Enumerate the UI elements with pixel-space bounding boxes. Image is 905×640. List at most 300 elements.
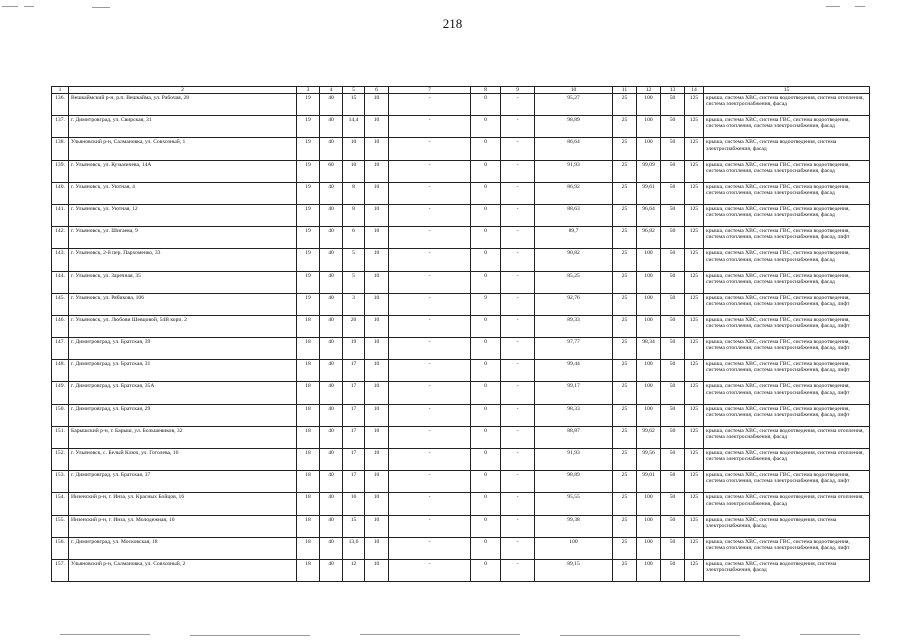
value-cell: 25 <box>613 204 637 226</box>
value-cell: 10 <box>365 204 389 226</box>
value-cell: 91,93 <box>535 160 613 182</box>
value-cell: 3 <box>343 293 365 315</box>
value-cell: - <box>501 94 535 116</box>
value-cell: 0 <box>471 471 501 493</box>
works-cell: крыша, система ХВС, система водоотведения, система отопления, система электроснабжения, фасад <box>704 493 870 515</box>
column-number: 6 <box>365 87 389 94</box>
register-table <box>51 86 870 582</box>
column-number: 1 <box>52 87 69 94</box>
value-cell: 18 <box>297 404 320 426</box>
value-cell: 100 <box>535 537 613 559</box>
value-cell: 0 <box>471 271 501 293</box>
value-cell: 18 <box>297 426 320 448</box>
address-cell: г. Ульяновск, ул. Любови Шевцовой, 54В корп. 2 <box>69 315 297 337</box>
value-cell: 17 <box>343 449 365 471</box>
value-cell: 10 <box>365 471 389 493</box>
value-cell: 13,6 <box>343 537 365 559</box>
value-cell: 15 <box>343 94 365 116</box>
row-number-cell: 153. <box>52 471 69 493</box>
works-cell: крыша, система ХВС, система ГВС, система водоотведения, система отопления, система электроснабжения, фасад, лифт <box>704 537 870 559</box>
table-row <box>52 116 870 138</box>
row-number-cell: 146. <box>52 315 69 337</box>
value-cell: 96,82 <box>637 227 661 249</box>
value-cell: 98,89 <box>535 116 613 138</box>
value-cell: - <box>501 249 535 271</box>
works-cell: крыша, система ХВС, система ГВС, система водоотведения, система отопления, система электроснабжения, фасад, лифт <box>704 338 870 360</box>
table-row <box>52 182 870 204</box>
value-cell: 92,76 <box>535 293 613 315</box>
works-cell: крыша, система ХВС, система ГВС, система водоотведения, система отопления, система электроснабжения, фасад <box>704 249 870 271</box>
works-cell: крыша, система ХВС, система ГВС, система водоотведения, система отопления, система электроснабжения, фасад <box>704 116 870 138</box>
table-row <box>52 94 870 116</box>
works-cell: крыша, система ХВС, система ГВС, система водоотведения, система отопления, система электроснабжения, фасад, лифт <box>704 404 870 426</box>
value-cell: 18 <box>297 315 320 337</box>
value-cell: - <box>389 515 471 537</box>
value-cell: 5 <box>343 271 365 293</box>
row-number-cell: 140. <box>52 182 69 204</box>
value-cell: 9 <box>471 293 501 315</box>
scan-mark <box>360 634 520 635</box>
value-cell: 25 <box>613 338 637 360</box>
value-cell: 10 <box>365 360 389 382</box>
value-cell: 0 <box>471 493 501 515</box>
value-cell: - <box>389 537 471 559</box>
value-cell: 50 <box>661 382 685 404</box>
value-cell: - <box>389 271 471 293</box>
value-cell: 25 <box>613 94 637 116</box>
works-cell: крыша, система ХВС, система ГВС, система водоотведения, система отопления, система электроснабжения, фасад <box>704 271 870 293</box>
value-cell: 125 <box>685 471 704 493</box>
value-cell: 18 <box>297 360 320 382</box>
address-cell: Инзенский р-н, г. Инза, ул. Молодежная, 10 <box>69 515 297 537</box>
scan-mark <box>855 6 865 7</box>
value-cell: 17 <box>343 471 365 493</box>
value-cell: 25 <box>613 559 637 581</box>
value-cell: - <box>501 227 535 249</box>
value-cell: 19 <box>297 204 320 226</box>
works-cell: крыша, система ХВС, система водоотведения, система электроснабжения, фасад <box>704 138 870 160</box>
value-cell: 50 <box>661 360 685 382</box>
value-cell: 10 <box>365 338 389 360</box>
column-number: 3 <box>297 87 320 94</box>
value-cell: - <box>501 382 535 404</box>
value-cell: - <box>501 315 535 337</box>
value-cell: 85,25 <box>535 271 613 293</box>
value-cell: 125 <box>685 315 704 337</box>
value-cell: 10 <box>365 94 389 116</box>
value-cell: 10 <box>365 138 389 160</box>
value-cell: 60 <box>320 160 343 182</box>
value-cell: 40 <box>320 515 343 537</box>
value-cell: 10 <box>343 138 365 160</box>
table-row <box>52 160 870 182</box>
value-cell: 18 <box>297 515 320 537</box>
column-number: 15 <box>704 87 870 94</box>
row-number-cell: 148. <box>52 360 69 382</box>
value-cell: - <box>501 559 535 581</box>
value-cell: 40 <box>320 271 343 293</box>
value-cell: 10 <box>365 315 389 337</box>
column-number: 12 <box>637 87 661 94</box>
value-cell: 40 <box>320 537 343 559</box>
value-cell: 25 <box>613 116 637 138</box>
value-cell: 125 <box>685 515 704 537</box>
value-cell: - <box>389 559 471 581</box>
value-cell: 125 <box>685 404 704 426</box>
value-cell: 10 <box>365 293 389 315</box>
value-cell: 89,15 <box>535 559 613 581</box>
address-cell: г. Димитровград, ул. Братская, 39 <box>69 338 297 360</box>
value-cell: 40 <box>320 182 343 204</box>
value-cell: 25 <box>613 382 637 404</box>
value-cell: 0 <box>471 537 501 559</box>
value-cell: 50 <box>661 227 685 249</box>
table-row <box>52 559 870 581</box>
value-cell: 25 <box>613 360 637 382</box>
value-cell: 16 <box>343 493 365 515</box>
value-cell: 40 <box>320 315 343 337</box>
value-cell: 25 <box>613 227 637 249</box>
works-cell: крыша, система ХВС, система ГВС, система водоотведения, система отопления, система электроснабжения, фасад <box>704 160 870 182</box>
value-cell: 40 <box>320 204 343 226</box>
value-cell: 25 <box>613 471 637 493</box>
value-cell: 40 <box>320 493 343 515</box>
value-cell: 99,38 <box>535 515 613 537</box>
value-cell: 125 <box>685 182 704 204</box>
value-cell: 99,61 <box>637 182 661 204</box>
value-cell: 25 <box>613 426 637 448</box>
value-cell: 40 <box>320 338 343 360</box>
value-cell: 98,89 <box>535 471 613 493</box>
row-number-cell: 147. <box>52 338 69 360</box>
value-cell: 10 <box>365 160 389 182</box>
address-cell: г. Ульяновск, ул. Кузьмичева, 14А <box>69 160 297 182</box>
value-cell: 0 <box>471 227 501 249</box>
address-cell: г. Димитровград, ул. Московская, 18 <box>69 537 297 559</box>
value-cell: 25 <box>613 293 637 315</box>
value-cell: 100 <box>637 315 661 337</box>
address-cell: г. Димитровград, ул. Свирская, 31 <box>69 116 297 138</box>
address-cell: г. Ульяновск, ул. Уютная, 4 <box>69 182 297 204</box>
value-cell: 125 <box>685 160 704 182</box>
value-cell: 90,82 <box>535 249 613 271</box>
value-cell: 50 <box>661 315 685 337</box>
table-row <box>52 271 870 293</box>
value-cell: 17 <box>343 382 365 404</box>
value-cell: 19 <box>343 338 365 360</box>
table-row <box>52 471 870 493</box>
value-cell: 17 <box>343 404 365 426</box>
value-cell: - <box>389 426 471 448</box>
value-cell: 125 <box>685 493 704 515</box>
value-cell: - <box>501 116 535 138</box>
value-cell: 50 <box>661 249 685 271</box>
value-cell: - <box>501 471 535 493</box>
value-cell: - <box>501 515 535 537</box>
value-cell: 0 <box>471 382 501 404</box>
value-cell: 19 <box>297 160 320 182</box>
value-cell: 12 <box>343 559 365 581</box>
address-cell: г. Ульяновск, с. Белый Ключ, ул. Гоголева, 16 <box>69 449 297 471</box>
value-cell: - <box>501 338 535 360</box>
value-cell: 10 <box>365 249 389 271</box>
value-cell: 0 <box>471 449 501 471</box>
value-cell: 40 <box>320 138 343 160</box>
value-cell: 14,4 <box>343 116 365 138</box>
value-cell: 50 <box>661 404 685 426</box>
value-cell: 10 <box>365 426 389 448</box>
address-cell: г. Ульяновск, ул. Рябикова, 106 <box>69 293 297 315</box>
row-number-cell: 152. <box>52 449 69 471</box>
works-cell: крыша, система ХВС, система водоотведения, система электроснабжения, фасад <box>704 515 870 537</box>
value-cell: 10 <box>365 182 389 204</box>
value-cell: 10 <box>365 116 389 138</box>
value-cell: 10 <box>365 559 389 581</box>
address-cell: Ульяновский р-н, Салмановка, ул. Совхозный, 1 <box>69 138 297 160</box>
value-cell: 89,33 <box>535 315 613 337</box>
works-cell: крыша, система ХВС, система водоотведения, система электроснабжения, фасад <box>704 559 870 581</box>
value-cell: 50 <box>661 559 685 581</box>
value-cell: 96,64 <box>637 204 661 226</box>
table-row <box>52 515 870 537</box>
row-number-cell: 137. <box>52 116 69 138</box>
address-cell: г. Димитровград, ул. Братская, 31 <box>69 360 297 382</box>
value-cell: 100 <box>637 537 661 559</box>
table-row <box>52 426 870 448</box>
value-cell: 25 <box>613 160 637 182</box>
value-cell: 10 <box>365 449 389 471</box>
value-cell: 10 <box>365 271 389 293</box>
value-cell: 0 <box>471 559 501 581</box>
column-number: 11 <box>613 87 637 94</box>
works-cell: крыша, система ХВС, система ГВС, система водоотведения, система отопления, система электроснабжения, фасад, лифт <box>704 382 870 404</box>
value-cell: - <box>501 449 535 471</box>
scan-mark <box>92 7 110 8</box>
value-cell: 125 <box>685 116 704 138</box>
address-cell: Ульяновский р-н, Салмановка, ул. Совхозный, 2 <box>69 559 297 581</box>
value-cell: 50 <box>661 471 685 493</box>
column-number-row <box>52 87 870 94</box>
value-cell: 100 <box>637 493 661 515</box>
value-cell: 125 <box>685 138 704 160</box>
value-cell: 25 <box>613 249 637 271</box>
address-cell: г. Ульяновск, ул. Заречная, 35 <box>69 271 297 293</box>
column-number: 2 <box>69 87 297 94</box>
table-row <box>52 249 870 271</box>
works-cell: крыша, система ХВС, система ГВС, система водоотведения, система отопления, система электроснабжения, фасад <box>704 182 870 204</box>
address-cell: Инзенский р-н, г. Инза, ул. Красных Бойцов, 16 <box>69 493 297 515</box>
column-number: 9 <box>501 87 535 94</box>
table-row <box>52 493 870 515</box>
value-cell: 50 <box>661 160 685 182</box>
value-cell: 40 <box>320 559 343 581</box>
table-row <box>52 204 870 226</box>
value-cell: 125 <box>685 249 704 271</box>
value-cell: - <box>501 293 535 315</box>
value-cell: - <box>501 138 535 160</box>
value-cell: 19 <box>297 138 320 160</box>
value-cell: 86,64 <box>535 138 613 160</box>
value-cell: 50 <box>661 116 685 138</box>
column-number: 10 <box>535 87 613 94</box>
table-row <box>52 382 870 404</box>
value-cell: 18 <box>297 537 320 559</box>
value-cell: 125 <box>685 426 704 448</box>
value-cell: 0 <box>471 160 501 182</box>
value-cell: 50 <box>661 138 685 160</box>
value-cell: - <box>389 382 471 404</box>
value-cell: 50 <box>661 204 685 226</box>
value-cell: 40 <box>320 382 343 404</box>
value-cell: 17 <box>343 426 365 448</box>
value-cell: 19 <box>297 271 320 293</box>
value-cell: 100 <box>637 94 661 116</box>
value-cell: 0 <box>471 338 501 360</box>
column-number: 5 <box>343 87 365 94</box>
value-cell: 95,27 <box>535 94 613 116</box>
value-cell: 125 <box>685 227 704 249</box>
value-cell: - <box>389 116 471 138</box>
value-cell: 40 <box>320 426 343 448</box>
column-number: 4 <box>320 87 343 94</box>
value-cell: - <box>389 360 471 382</box>
table-row <box>52 227 870 249</box>
row-number-cell: 143. <box>52 249 69 271</box>
row-number-cell: 138. <box>52 138 69 160</box>
value-cell: - <box>389 249 471 271</box>
value-cell: 99,09 <box>637 160 661 182</box>
value-cell: 50 <box>661 426 685 448</box>
value-cell: 100 <box>637 249 661 271</box>
address-cell: г. Димитровград, ул. Братская, 37 <box>69 471 297 493</box>
value-cell: 17 <box>343 360 365 382</box>
works-cell: крыша, система ХВС, система ГВС, система водоотведения, система отопления, система электроснабжения, фасад, лифт <box>704 360 870 382</box>
value-cell: 6 <box>343 227 365 249</box>
value-cell: 40 <box>320 471 343 493</box>
address-cell: Вешкаймский р-н, р.п. Вешкайма, ул. Рабочая, 28 <box>69 94 297 116</box>
value-cell: 18 <box>297 493 320 515</box>
value-cell: - <box>389 493 471 515</box>
value-cell: 19 <box>297 116 320 138</box>
row-number-cell: 151. <box>52 426 69 448</box>
value-cell: 19 <box>297 182 320 204</box>
address-cell: г. Ульяновск, ул. Шигаева, 9 <box>69 227 297 249</box>
value-cell: 25 <box>613 271 637 293</box>
value-cell: - <box>501 426 535 448</box>
works-cell: крыша, система ХВС, система ГВС, система водоотведения, система отопления, система электроснабжения, фасад, лифт <box>704 227 870 249</box>
row-number-cell: 145. <box>52 293 69 315</box>
row-number-cell: 157. <box>52 559 69 581</box>
value-cell: 25 <box>613 182 637 204</box>
value-cell: 125 <box>685 94 704 116</box>
value-cell: 19 <box>297 293 320 315</box>
value-cell: 97,77 <box>535 338 613 360</box>
row-number-cell: 142. <box>52 227 69 249</box>
row-number-cell: 136. <box>52 94 69 116</box>
value-cell: 25 <box>613 493 637 515</box>
value-cell: 0 <box>471 404 501 426</box>
table-row <box>52 360 870 382</box>
value-cell: 18 <box>297 382 320 404</box>
value-cell: 15 <box>343 515 365 537</box>
value-cell: 95,55 <box>535 493 613 515</box>
value-cell: 50 <box>661 537 685 559</box>
value-cell: 25 <box>613 537 637 559</box>
value-cell: 50 <box>661 182 685 204</box>
value-cell: - <box>501 271 535 293</box>
value-cell: 40 <box>320 360 343 382</box>
value-cell: 99,01 <box>637 471 661 493</box>
value-cell: 100 <box>637 404 661 426</box>
value-cell: - <box>389 94 471 116</box>
address-cell: г. Димитровград, ул. Братская, 35А <box>69 382 297 404</box>
value-cell: 50 <box>661 338 685 360</box>
value-cell: 0 <box>471 94 501 116</box>
value-cell: 0 <box>471 249 501 271</box>
value-cell: 99,17 <box>535 382 613 404</box>
value-cell: 100 <box>637 293 661 315</box>
value-cell: 40 <box>320 249 343 271</box>
value-cell: 10 <box>365 382 389 404</box>
value-cell: 98,34 <box>637 338 661 360</box>
value-cell: 50 <box>661 94 685 116</box>
table-row <box>52 138 870 160</box>
value-cell: - <box>389 182 471 204</box>
row-number-cell: 144. <box>52 271 69 293</box>
value-cell: 40 <box>320 94 343 116</box>
works-cell: крыша, система ХВС, система ГВС, система водоотведения, система отопления, система электроснабжения, фасад <box>704 204 870 226</box>
value-cell: 18 <box>297 449 320 471</box>
table-row <box>52 404 870 426</box>
value-cell: 100 <box>637 515 661 537</box>
value-cell: 100 <box>637 559 661 581</box>
scan-mark <box>800 634 860 635</box>
value-cell: 0 <box>471 515 501 537</box>
value-cell: 0 <box>471 116 501 138</box>
value-cell: - <box>501 493 535 515</box>
address-cell: г. Ульяновск, 2-й пер. Пархоменко, 33 <box>69 249 297 271</box>
works-cell: крыша, система ХВС, система водоотведения, система отопления, система электроснабжения, фасад <box>704 449 870 471</box>
value-cell: 20 <box>343 315 365 337</box>
value-cell: 0 <box>471 426 501 448</box>
value-cell: 5 <box>343 249 365 271</box>
value-cell: 0 <box>471 315 501 337</box>
value-cell: 10 <box>365 404 389 426</box>
value-cell: - <box>501 204 535 226</box>
column-number: 8 <box>471 87 501 94</box>
value-cell: 125 <box>685 338 704 360</box>
value-cell: 125 <box>685 204 704 226</box>
value-cell: 19 <box>297 227 320 249</box>
value-cell: 99,44 <box>535 360 613 382</box>
column-number: 13 <box>661 87 685 94</box>
value-cell: 89,7 <box>535 227 613 249</box>
value-cell: 125 <box>685 271 704 293</box>
value-cell: - <box>389 471 471 493</box>
value-cell: - <box>389 293 471 315</box>
value-cell: - <box>501 160 535 182</box>
value-cell: - <box>389 404 471 426</box>
row-number-cell: 155. <box>52 515 69 537</box>
row-number-cell: 141. <box>52 204 69 226</box>
value-cell: 88,87 <box>535 426 613 448</box>
table-row <box>52 449 870 471</box>
value-cell: 10 <box>365 515 389 537</box>
address-cell: Барышский р-н, г. Барыш, ул. Большевиков, 32 <box>69 426 297 448</box>
value-cell: 40 <box>320 293 343 315</box>
value-cell: - <box>501 404 535 426</box>
value-cell: 100 <box>637 360 661 382</box>
